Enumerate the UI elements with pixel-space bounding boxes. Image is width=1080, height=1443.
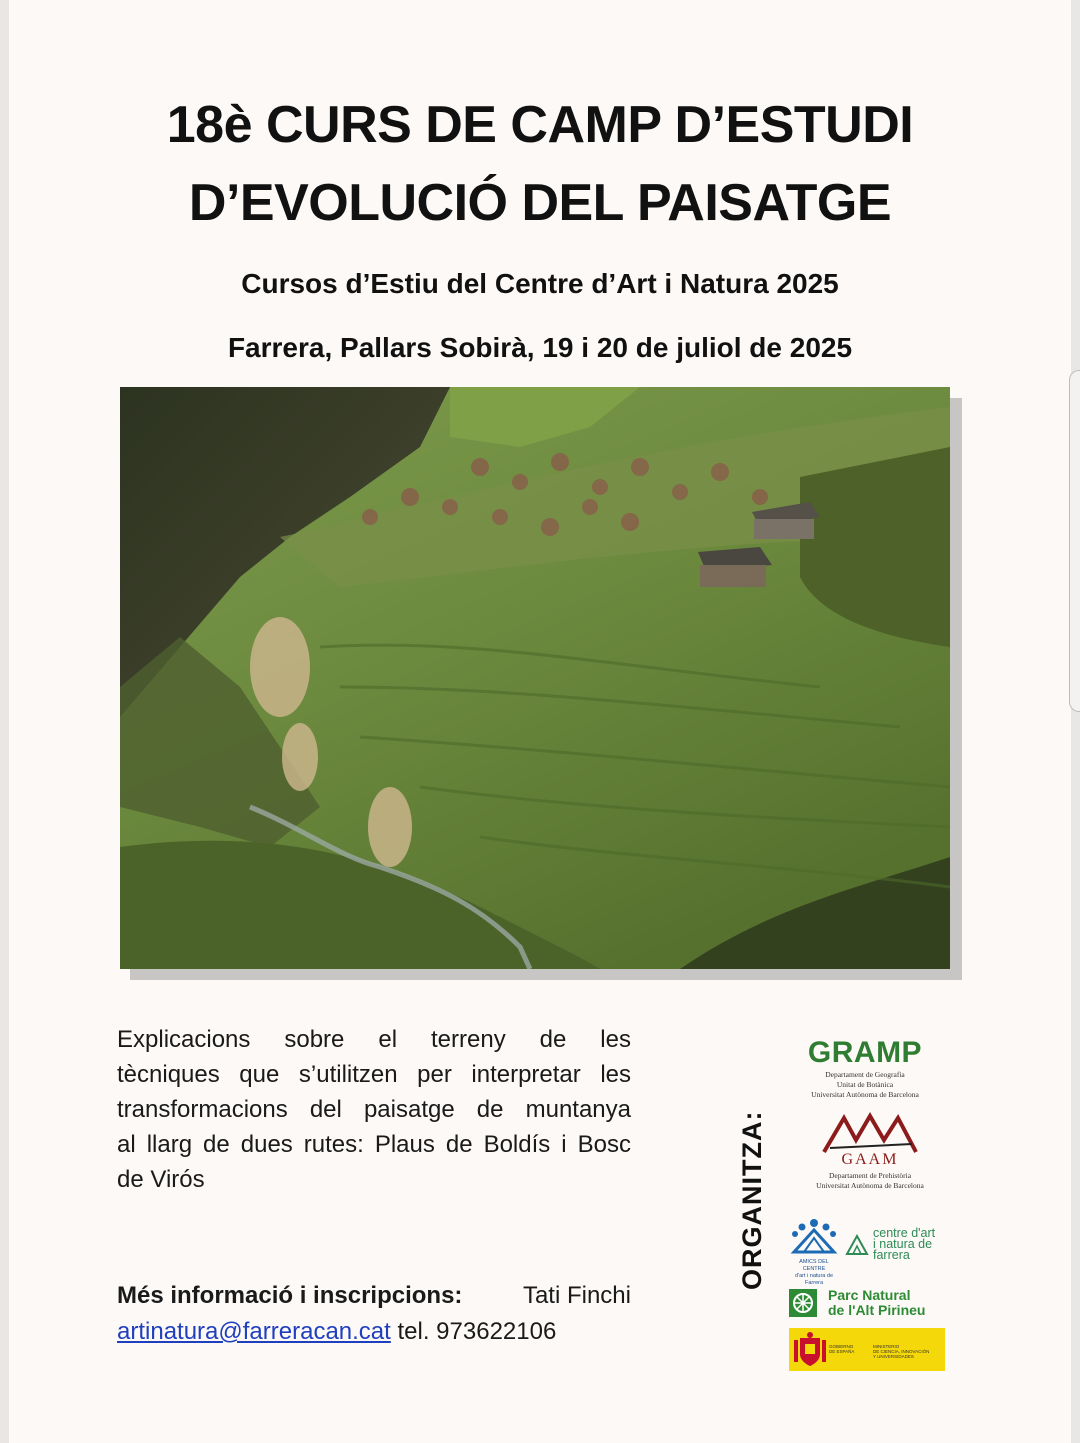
parc-natural-logo [788,1288,948,1320]
amics-line-1: AMICS DEL CENTRE [799,1259,829,1272]
amics-line-2: d'art i natura de Farrera [794,1273,834,1286]
contact-info [117,1278,631,1350]
gramp-dept: Departament de Geografia [825,1070,905,1079]
location-date: Farrera, Pallars Sobirà, 19 i 20 de juliol de 2025 [227,332,853,363]
gaam-university: Universitat Autònoma de Barcelona [816,1181,924,1190]
phone-number: tel. 973622106 [397,1318,557,1345]
parc-line-2: de l'Alt Pirineu [828,1302,926,1318]
ministerio-text [873,1344,929,1359]
landscape-illustration [120,387,950,969]
parc-text [828,1288,925,1318]
course-description [117,1022,631,1197]
centre-line-1: centre d'art [873,1226,936,1240]
gobierno-line-2: DE ESPAÑA [829,1349,855,1354]
description-line: al llarg de dues rutes: Plaus de Boldís i Bosc [117,1131,631,1158]
description-line: de Virós [117,1166,205,1193]
page-title-line-2: D’EVOLUCIÓ DEL PAISATGE [188,174,892,232]
description-line: transformacions del paisatge de muntanya [117,1096,631,1123]
gobierno-text [829,1344,854,1354]
gramp-logo [790,1036,940,1100]
ministerio-line-1: MINISTERIO [873,1344,900,1349]
gramp-unit: Unitat de Botànica [836,1080,894,1089]
gramp-university: Universitat Autònoma de Barcelona [811,1090,919,1099]
subtitle: Cursos d’Estiu del Centre d’Art i Natura 2025 [241,268,839,299]
gaam-name: GAAM [841,1151,899,1168]
gaam-dept: Departament de Prehistòria [828,1171,912,1180]
ministerio-line-2: DE CIENCIA, INNOVACIÓN [873,1349,930,1354]
house-icon [845,1234,869,1256]
centre-line-2: i natura de [873,1237,933,1251]
description-line: Explicacions sobre el terreny de les [117,1026,631,1053]
centre-line-3: farrera [873,1248,910,1262]
centre-text [873,1228,935,1261]
people-icon [790,1218,838,1254]
amics-logo [788,1218,840,1287]
park-emblem-icon [788,1288,818,1318]
scroll-handle[interactable] [1069,370,1080,712]
info-label: Més informació i inscripcions: [117,1282,463,1309]
ministerio-line-3: Y UNIVERSIDADES [873,1354,914,1359]
organitza-label: ORGANITZA: [737,1110,767,1290]
gaam-logo [800,1112,940,1191]
coat-of-arms-icon [794,1332,826,1368]
gobierno-logo [789,1328,945,1371]
parc-line-1: Parc Natural [828,1287,911,1303]
contact-name: Tati Finchi [522,1282,631,1309]
landscape-photo [120,387,950,969]
email-link[interactable]: artinatura@farreracan.cat [117,1318,391,1345]
mountains-icon [820,1112,920,1156]
gramp-name: GRAMP [807,1036,923,1069]
description-line: tècniques que s’utilitzen per interpretar les [117,1061,631,1088]
gobierno-line-1: GOBIERNO [829,1344,854,1349]
page-title-line-1: 18è CURS DE CAMP D’ESTUDI [166,96,914,154]
